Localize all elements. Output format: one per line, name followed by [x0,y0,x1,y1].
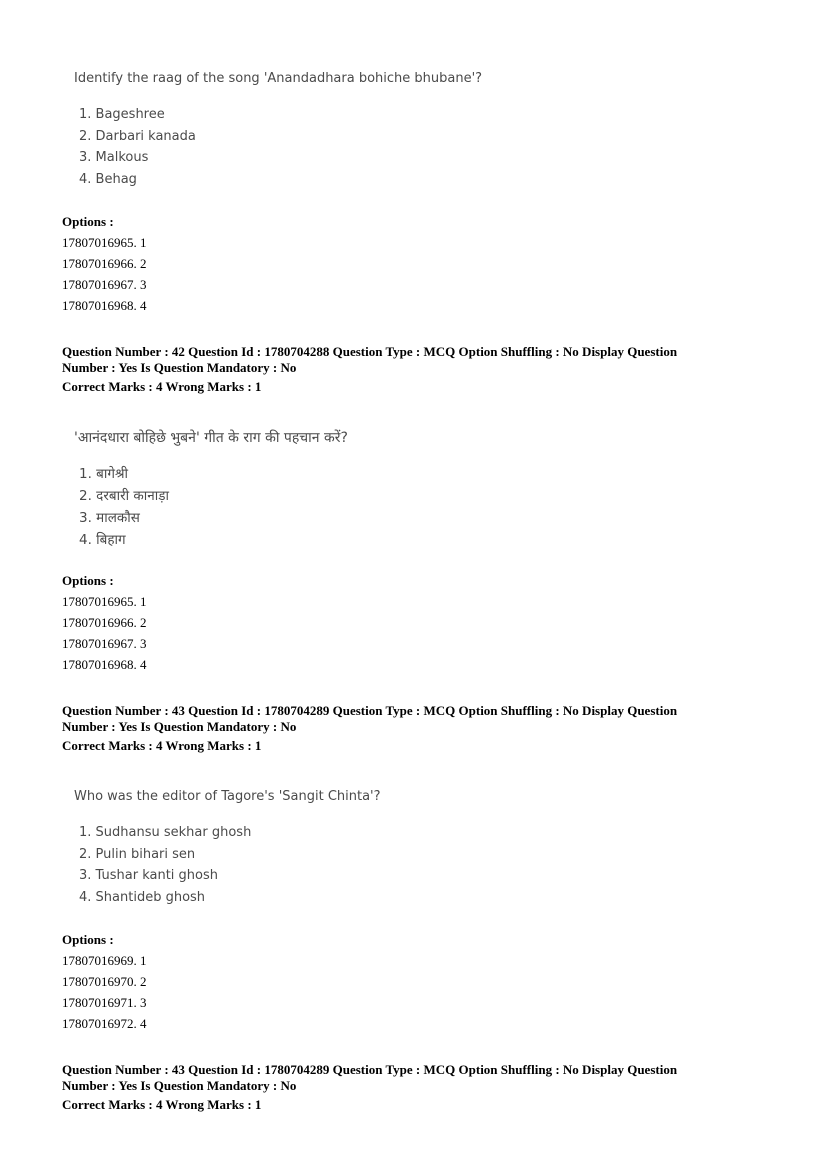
option-id: 17807016967. 3 [62,277,147,292]
correct-marks: Correct Marks : 4 Wrong Marks : 1 [62,379,262,394]
question-meta-line: Question Number : 43 Question Id : 1780704289 Question Type : MCQ Option Shuffling : No Display Question [62,1062,678,1077]
correct-marks: Correct Marks : 4 Wrong Marks : 1 [62,738,262,753]
question-option: 4. Shantideb ghosh [79,889,206,905]
correct-marks: Correct Marks : 4 Wrong Marks : 1 [62,1097,262,1112]
options-list [62,570,147,675]
options-label: Options : [62,214,114,229]
question-text: Who was the editor of Tagore's 'Sangit Chinta'? [74,789,381,804]
question-option: 2. दरबारी कानाड़ा [79,488,169,504]
option-id: 17807016967. 3 [62,636,147,651]
question-meta-line: Question Number : 43 Question Id : 1780704289 Question Type : MCQ Option Shuffling : No Display Question [62,703,678,718]
question-meta-line: Number : Yes Is Question Mandatory : No [62,719,297,734]
option-id: 17807016965. 1 [62,594,147,609]
question-option: 3. मालकौस [79,510,140,526]
question-text: Identify the raag of the song 'Anandadhara bohiche bhubane'? [74,71,483,86]
question-meta [62,344,752,395]
question-option: 3. Tushar kanti ghosh [79,868,219,883]
question-meta-line: Question Number : 42 Question Id : 1780704288 Question Type : MCQ Option Shuffling : No Display Question [62,344,678,359]
question-image [74,789,381,908]
option-id: 17807016971. 3 [62,995,147,1010]
option-id: 17807016969. 1 [62,953,147,968]
options-label: Options : [62,573,114,588]
option-id: 17807016968. 4 [62,298,147,313]
question-option: 3. Malkous [79,150,149,165]
option-id: 17807016966. 2 [62,615,147,630]
question-meta-line: Number : Yes Is Question Mandatory : No [62,360,297,375]
question-option: 2. Pulin bihari sen [79,846,196,862]
question-image [74,428,348,551]
question-meta [62,1062,752,1113]
option-id: 17807016965. 1 [62,235,147,250]
question-meta-line: Number : Yes Is Question Mandatory : No [62,1078,297,1093]
option-id: 17807016972. 4 [62,1016,147,1031]
question-image [74,71,482,190]
option-id: 17807016970. 2 [62,974,147,989]
options-list [62,929,147,1034]
question-option: 1. बागेश्री [79,466,129,482]
question-option: 2. Darbari kanada [79,128,196,144]
question-text: 'आनंदधारा बोहिछे भुबने' गीत के राग की पहचान करें? [74,430,348,446]
option-id: 17807016968. 4 [62,657,147,672]
options-list [62,211,147,316]
question-option: 1. Bageshree [79,107,165,122]
question-option: 1. Sudhansu sekhar ghosh [79,825,252,840]
question-meta [62,703,752,754]
option-id: 17807016966. 2 [62,256,147,271]
question-option: 4. Behag [79,171,137,187]
question-option: 4. बिहाग [79,532,126,548]
options-label: Options : [62,932,114,947]
